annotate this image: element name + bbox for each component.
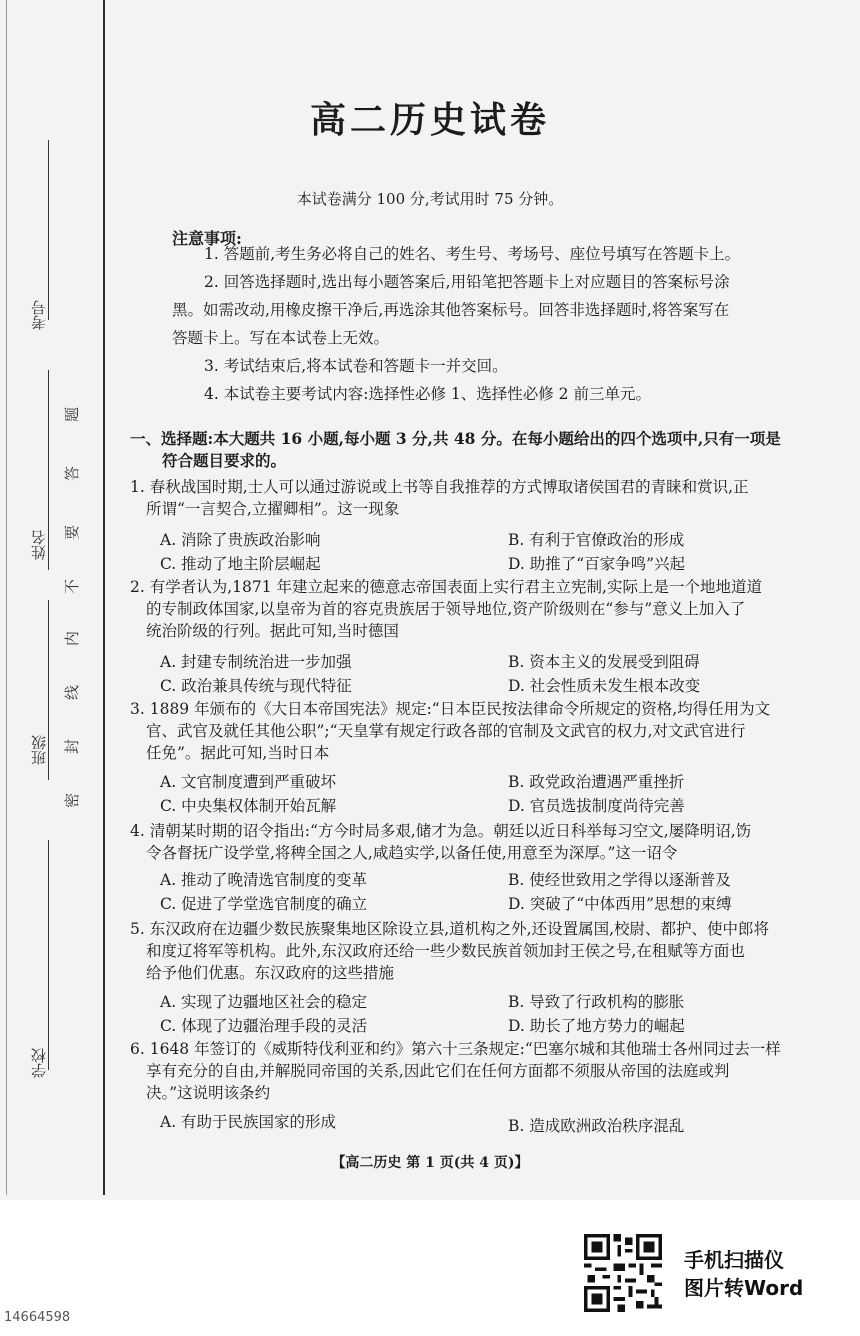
section-heading-line: 一、选择题:本大题共 16 小题,每小题 3 分,共 48 分。在每小题给出的四个选项中,只有一项是 — [130, 429, 781, 448]
question-stem — [130, 698, 770, 764]
promo-line: 手机扫描仪 — [684, 1248, 784, 1272]
option-a: A. 实现了边疆地区社会的稳定 — [160, 993, 368, 1011]
page-title: 高二历史试卷 — [309, 99, 550, 141]
page-footer: 【高二历史 第 1 页(共 4 页)】 — [331, 1155, 529, 1171]
question-stem — [130, 1038, 781, 1104]
school-label: 学校 — [30, 1048, 48, 1078]
option-c: C. 中央集权体制开始瓦解 — [160, 797, 337, 815]
option-b: B. 导致了行政机构的膨胀 — [508, 993, 685, 1011]
school-field[interactable] — [48, 840, 49, 1070]
stem-line: 6. 1648 年签订的《威斯特伐利亚和约》第六十三条规定:“巴塞尔城和其他瑞士各州同过去一样 — [130, 1040, 781, 1058]
option-d: D. 社会性质未发生根本改变 — [508, 677, 701, 695]
name-label: 姓名 — [30, 530, 48, 560]
option-b: B. 造成欧洲政治秩序混乱 — [508, 1117, 685, 1135]
stem-line: 所谓“一言契合,立擢卿相”。这一现象 — [146, 500, 400, 518]
notice-line: 答题卡上。写在本试卷上无效。 — [172, 329, 390, 347]
seal-char: 密 — [63, 792, 82, 809]
option-a: A. 封建专制统治进一步加强 — [160, 653, 352, 671]
section-heading — [130, 428, 781, 472]
seal-char: 封 — [63, 738, 82, 755]
stem-line: 官、武官及就任其他公职”;“天皇掌有规定行政各部的官制及文武官的权力,对文武官进行 — [146, 722, 746, 740]
notice-line: 1. 答题前,考生务必将自己的姓名、考生号、考场号、座位号填写在答题卡上。 — [204, 245, 741, 263]
stem-line: 任免”。据此可知,当时日本 — [146, 744, 330, 762]
option-b: B. 政党政治遭遇严重挫折 — [508, 773, 685, 791]
option-b: B. 资本主义的发展受到阻碍 — [508, 653, 700, 671]
option-a: A. 有助于民族国家的形成 — [160, 1113, 337, 1131]
binding-line-inner — [6, 0, 7, 1195]
stem-line: 1. 春秋战国时期,士人可以通过游说或上书等自我推荐的方式博取诸侯国君的青睐和赏识,正 — [130, 478, 749, 496]
stem-line: 决。”这说明该条约 — [146, 1084, 271, 1102]
question-stem — [130, 476, 749, 520]
stem-line: 令各督抚广设学堂,将稗全国之人,咸趋实学,以备任使,用意至为深厚。”这一诏令 — [146, 844, 678, 862]
question-stem — [130, 576, 762, 642]
notice-line: 2. 回答选择题时,选出每小题答案后,用铅笔把答题卡上对应题目的答案标号涂 — [204, 273, 730, 291]
option-c: C. 促进了学堂选官制度的确立 — [160, 895, 368, 913]
binding-line-outer — [103, 0, 105, 1195]
option-c: C. 体现了边疆治理手段的灵活 — [160, 1017, 368, 1035]
option-d: D. 助推了“百家争鸣”兴起 — [508, 555, 686, 573]
stem-line: 给予他们优惠。东汉政府的这些措施 — [146, 964, 395, 982]
option-d: D. 助长了地方势力的崛起 — [508, 1017, 685, 1035]
option-c: C. 政治兼具传统与现代特征 — [160, 677, 352, 695]
stem-line: 5. 东汉政府在边疆少数民族聚集地区除设立县,道机构之外,还设置属国,校尉、都护、使中郎将 — [130, 920, 769, 938]
stem-line: 3. 1889 年颁布的《大日本帝国宪法》规定:“日本臣民按法律命令所规定的资格,均得任用为文 — [130, 700, 771, 718]
question-stem — [130, 918, 769, 984]
class-field[interactable] — [48, 600, 49, 780]
notice-heading: 注意事项: — [172, 229, 242, 248]
seal-char: 要 — [63, 524, 82, 541]
notice-line: 4. 本试卷主要考试内容:选择性必修 1、选择性必修 2 前三单元。 — [204, 385, 651, 403]
stem-line: 统治阶级的行列。据此可知,当时德国 — [146, 622, 399, 640]
option-b: B. 使经世致用之学得以逐渐普及 — [508, 871, 731, 889]
seal-char: 题 — [63, 406, 82, 423]
option-d: D. 突破了“中体西用”思想的束缚 — [508, 895, 732, 913]
stem-line: 的专制政体国家,以皇帝为首的容克贵族居于领导地位,资产阶级则在“参与”意义上加入了 — [146, 600, 746, 618]
exam-no-field[interactable] — [48, 140, 49, 320]
option-a: A. 文官制度遭到严重破坏 — [160, 773, 337, 791]
option-b: B. 有利于官僚政治的形成 — [508, 531, 685, 549]
name-field[interactable] — [48, 370, 49, 570]
stem-line: 和度辽将军等机构。此外,东汉政府还给一些少数民族首领加封王侯之号,在租赋等方面也 — [146, 942, 745, 960]
notice-line: 黑。如需改动,用橡皮擦干净后,再选涂其他答案标号。回答非选择题时,将答案写在 — [172, 301, 730, 319]
seal-char: 内 — [63, 630, 82, 647]
document-id: 14664598 — [4, 1310, 71, 1325]
option-a: A. 推动了晚清选官制度的变革 — [160, 871, 368, 889]
stem-line: 享有充分的自由,并解脱同帝国的关系,因此它们在任何方面都不须服从帝国的法庭或判 — [146, 1062, 730, 1080]
stem-line: 2. 有学者认为,1871 年建立起来的德意志帝国表面上实行君主立宪制,实际上是一个地地道道 — [130, 578, 762, 596]
stem-line: 4. 清朝某时期的诏令指出:“方今时局多艰,储才为急。朝廷以近日科举每习空文,屡降明诏,饬 — [130, 822, 752, 840]
exam-no-label: 考号 — [30, 300, 48, 330]
seal-char: 线 — [63, 684, 82, 701]
class-label: 班级 — [30, 735, 48, 765]
seal-char: 不 — [63, 578, 82, 595]
seal-char: 答 — [63, 465, 82, 482]
section-heading-line: 符合题目要求的。 — [162, 451, 287, 470]
option-a: A. 消除了贵族政治影响 — [160, 531, 321, 549]
option-c: C. 推动了地主阶层崛起 — [160, 555, 321, 573]
option-d: D. 官员选拔制度尚待完善 — [508, 797, 685, 815]
question-stem — [130, 820, 751, 864]
exam-info: 本试卷满分 100 分,考试用时 75 分钟。 — [296, 190, 564, 208]
promo-line: 图片转Word — [684, 1276, 804, 1300]
notice-line: 3. 考试结束后,将本试卷和答题卡一并交回。 — [204, 357, 508, 375]
qr-code-icon[interactable] — [584, 1234, 662, 1312]
